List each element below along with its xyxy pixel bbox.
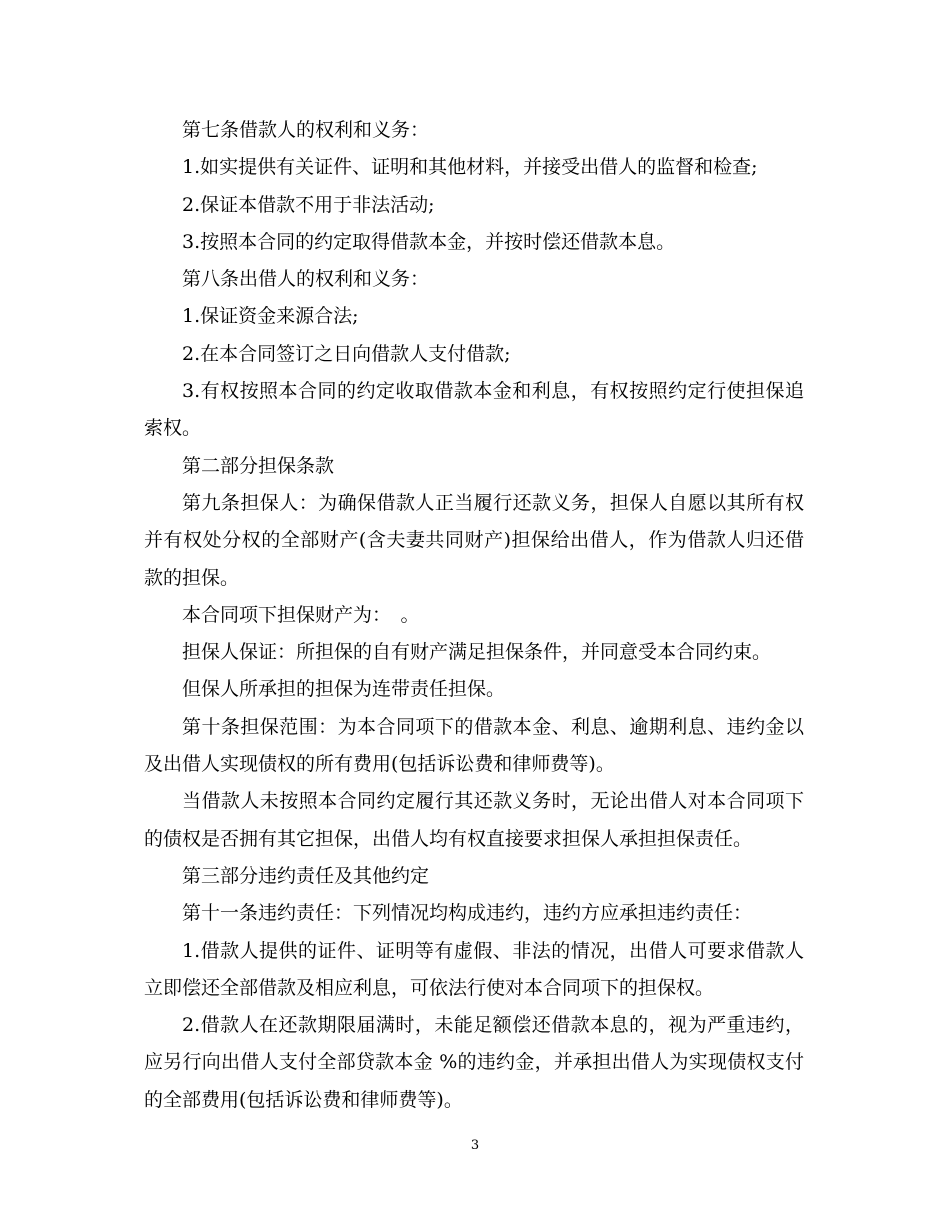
article-8-heading: 第八条出借人的权利和义务： (182, 268, 430, 291)
article-10-paragraph: 第十条担保范围：为本合同项下的借款本金、利息、逾期利息、违约金以及出借人实现债权的所有费用(包括诉讼费和律师费等)。 (144, 715, 804, 776)
default-guarantee-paragraph: 当借款人未按照本合同约定履行其还款义务时，无论出借人对本合同项下的债权是否拥有其它担保，出借人均有权直接要求担保人承担担保责任。 (144, 790, 804, 850)
joint-liability-paragraph: 但保人所承担的担保为连带责任担保。 (182, 678, 506, 701)
part-3-heading: 第三部分违约责任及其他约定 (182, 864, 430, 887)
article-11-item-2: 2.借款人在还款期限届满时，未能足额偿还借款本息的，视为严重违约，应另行向出借人支付全部贷款本金 %的违约金，并承担出借人为实现债权支付的全部费用(包括诉讼费和律师费等)。 (144, 1014, 804, 1111)
article-9-paragraph: 第九条担保人：为确保借款人正当履行还款义务，担保人自愿以其所有权并有权处分权的全部财产(含夫妻共同财产)担保给出借人，作为借款人归还借款的担保。 (144, 491, 804, 589)
article-7-heading: 第七条借款人的权利和义务： (182, 119, 430, 141)
article-11-item-1: 1.借款人提供的证件、证明等有虚假、非法的情况，出借人可要求借款人立即偿还全部借款及相应利息，可依法行使对本合同项下的担保权。 (144, 939, 804, 999)
article-8-item-1: 1.保证资金来源合法; (182, 305, 359, 328)
article-8-item-2: 2.在本合同签订之日向借款人支付借款; (182, 342, 511, 365)
guarantee-property-paragraph: 本合同项下担保财产为： 。 (182, 603, 420, 626)
article-7-item-3: 3.按照本合同的约定取得借款本金，并按时偿还借款本息。 (182, 230, 676, 253)
article-8-item-3: 3.有权按照本合同的约定收取借款本金和利息，有权按照约定行使担保追索权。 (144, 380, 804, 440)
article-11-heading: 第十一条违约责任：下列情况均构成违约，违约方应承担违约责任： (182, 902, 753, 925)
article-7-item-1: 1.如实提供有关证件、证明和其他材料，并接受出借人的监督和检查; (182, 156, 758, 179)
page-number: 3 (470, 1138, 480, 1153)
article-7-item-2: 2.保证本借款不用于非法活动; (182, 193, 435, 216)
document-body (144, 112, 804, 1119)
guarantor-assurance-paragraph: 担保人保证：所担保的自有财产满足担保条件，并同意受本合同约束。 (182, 641, 772, 664)
part-2-heading: 第二部分担保条款 (182, 454, 335, 477)
